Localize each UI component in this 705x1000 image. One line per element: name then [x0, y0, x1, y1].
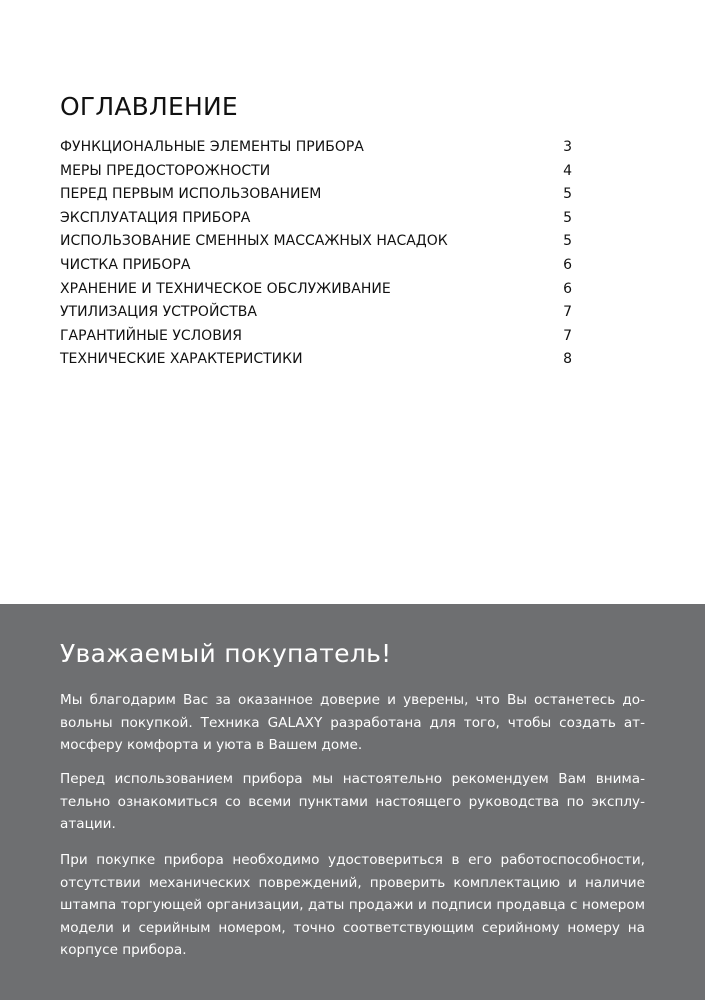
toc-item: [60, 278, 572, 302]
toc-item: [60, 230, 572, 254]
toc-item-page: 5: [563, 233, 572, 250]
toc-item-label: ЧИСТКА ПРИБОРА: [60, 256, 191, 273]
toc-item-page: 7: [563, 304, 572, 321]
toc-item: [60, 301, 572, 325]
toc-item-label: МЕРЫ ПРЕДОСТОРОЖНОСТИ: [60, 162, 271, 179]
greeting-panel: [0, 604, 705, 1000]
toc-item-label: ТЕХНИЧЕСКИЕ ХАРАКТЕРИСТИКИ: [60, 351, 303, 368]
toc-item-page: 4: [563, 162, 572, 179]
toc-item-page: 8: [563, 351, 572, 368]
greeting-title: Уважаемый покупатель!: [60, 639, 392, 668]
toc-item-label: ЭКСПЛУАТАЦИЯ ПРИБОРА: [60, 209, 251, 226]
toc-item-page: 3: [563, 139, 572, 155]
toc-item-page: 6: [563, 280, 572, 297]
toc-item-page: 7: [563, 327, 572, 344]
greeting-paragraph: Мы благодарим Вас за оказанное доверие и уверены, что Вы останетесь довольны покупкой. Техника GALAXY разработана для того, чтобы создать атмосферу комфорта и уюта в Вашем доме.: [60, 692, 645, 754]
toc-item: [60, 183, 572, 207]
toc-item: [60, 254, 572, 278]
toc-item: [60, 207, 572, 231]
toc-item-label: ГАРАНТИЙНЫЕ УСЛОВИЯ: [60, 327, 242, 344]
toc-item-page: 6: [563, 256, 572, 273]
toc-item: [60, 160, 572, 184]
toc-item-page: 5: [563, 186, 572, 203]
greeting-paragraph: При покупке прибора необходимо удостовериться в его работоспособности, отсутствии механических повреждений, проверить комплектацию и наличие штампа торгующей организации, даты продажи и подписи продавца с номером модели и серийным номером, точно соответствующим серийному номеру на корпусе прибора.: [60, 852, 645, 959]
toc-item-label: ПЕРЕД ПЕРВЫМ ИСПОЛЬЗОВАНИЕМ: [60, 186, 322, 203]
toc-item-label: УТИЛИЗАЦИЯ УСТРОЙСТВА: [60, 304, 257, 321]
table-of-contents: [60, 136, 572, 372]
page-title: ОГЛАВЛЕНИЕ: [60, 92, 238, 121]
toc-item-page: 5: [563, 209, 572, 226]
toc-item-label: ИСПОЛЬЗОВАНИЕ СМЕННЫХ МАССАЖНЫХ НАСАДОК: [60, 233, 448, 250]
toc-item: [60, 348, 572, 372]
toc-item: [60, 325, 572, 349]
greeting-paragraph: Перед использованием прибора мы настоятельно рекомендуем Вам внимательно ознакомиться со всеми пунктами настоящего руководства по эксплуатации.: [60, 771, 645, 833]
toc-item: [60, 136, 572, 160]
toc-item-label: ФУНКЦИОНАЛЬНЫЕ ЭЛЕМЕНТЫ ПРИБОРА: [60, 139, 364, 155]
toc-item-label: ХРАНЕНИЕ И ТЕХНИЧЕСКОЕ ОБСЛУЖИВАНИЕ: [60, 280, 391, 297]
